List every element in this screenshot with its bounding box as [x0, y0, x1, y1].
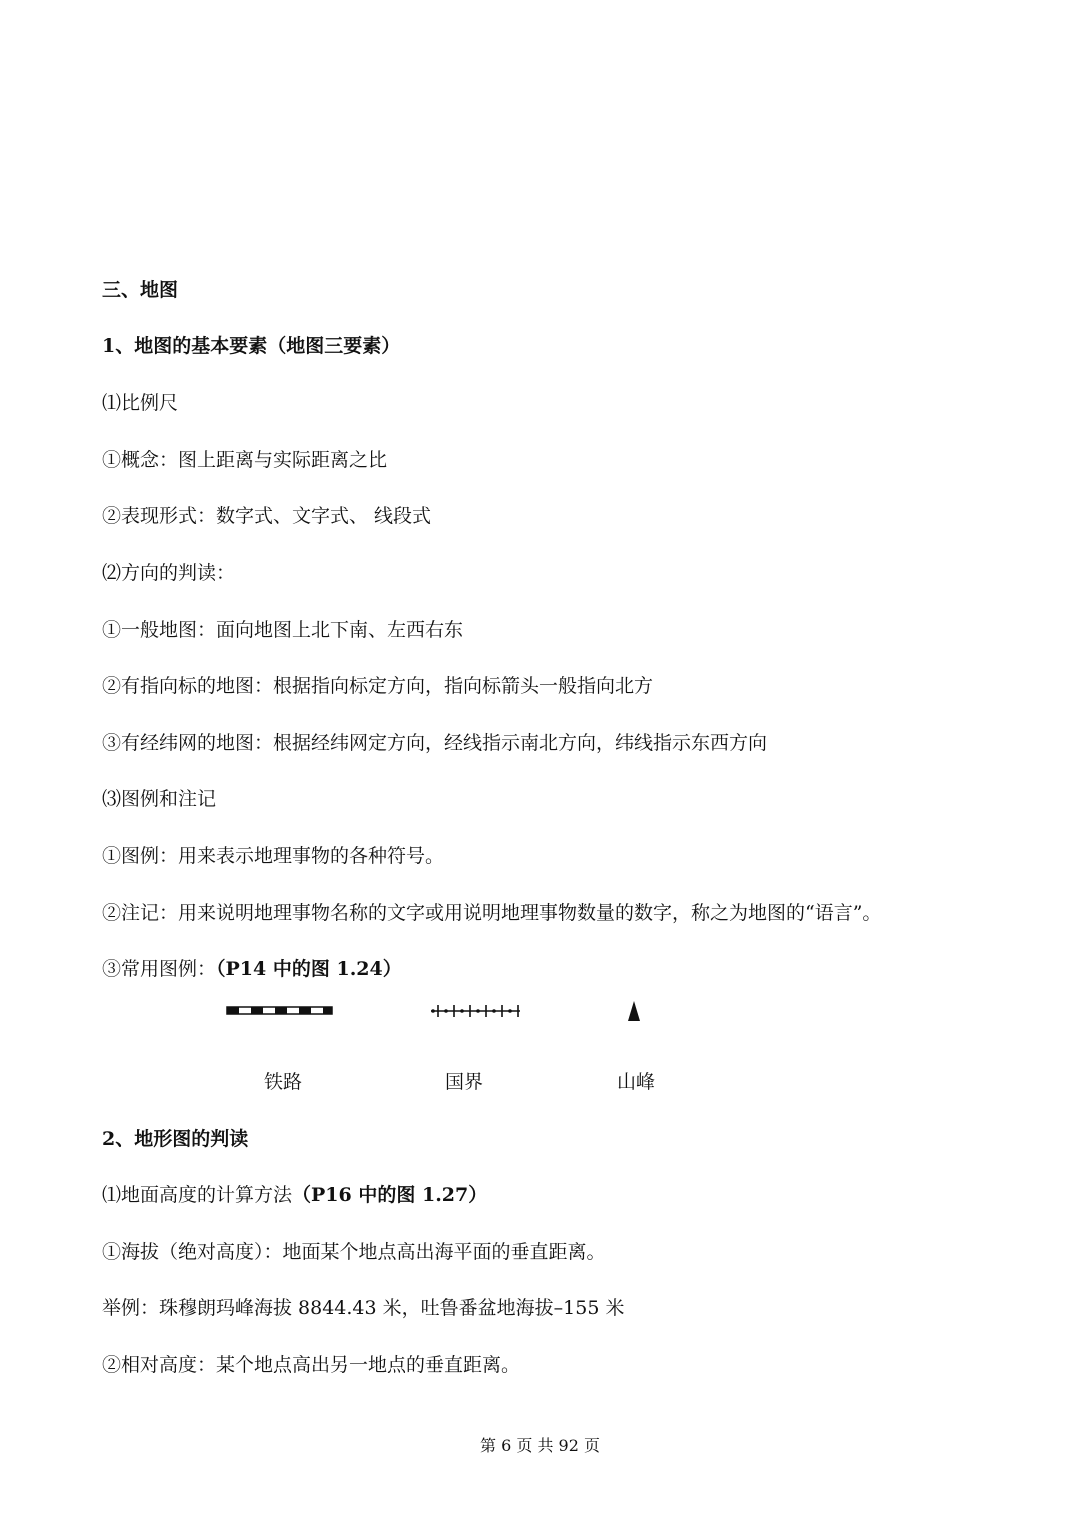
- direction-compass: ②有指向标的地图：根据指向标定方向，指向标箭头一般指向北方: [102, 675, 654, 697]
- legend-definition: ①图例：用来表示地理事物的各种符号。: [102, 845, 445, 867]
- altitude-definition: ①海拔（绝对高度）：地面某个地点高出海平面的垂直距离。: [102, 1241, 606, 1263]
- mountain-peak-label: 山峰: [617, 1071, 656, 1093]
- scale-concept: ①概念：图上距离与实际距离之比: [102, 449, 388, 471]
- legend-title: ⑶图例和注记: [102, 788, 217, 810]
- page-number: 第 6 页 共 92 页: [480, 1436, 600, 1455]
- topic2-heading: 2、地形图的判读: [102, 1128, 249, 1150]
- altitude-example: 举例：珠穆朗玛峰海拔 8844.43 米，吐鲁番盆地海拔–155 米: [102, 1297, 625, 1319]
- height-method-reference: （P16 中的图 1.27）: [292, 1184, 488, 1206]
- topic1-heading: 1、地图的基本要素（地图三要素）: [102, 335, 401, 357]
- relative-height-definition: ②相对高度：某个地点高出另一地点的垂直距离。: [102, 1354, 521, 1376]
- direction-general: ①一般地图：面向地图上北下南、左西右东: [102, 619, 464, 641]
- height-method-line: [102, 1183, 487, 1207]
- annotation-definition: ②注记：用来说明地理事物名称的文字或用说明地理事物数量的数字，称之为地图的“语言”。: [102, 902, 882, 924]
- railway-label: 铁路: [264, 1071, 303, 1093]
- common-legend-reference: （P14 中的图 1.24）: [216, 958, 402, 980]
- height-method-prefix: ⑴地面高度的计算方法: [102, 1184, 293, 1206]
- direction-grid: ③有经纬网的地图：根据经纬网定方向，经线指示南北方向，纬线指示东西方向: [102, 732, 768, 754]
- section-heading: 三、地图: [102, 279, 179, 301]
- common-legend-prefix: ③常用图例：: [102, 958, 217, 980]
- common-legend-line: [102, 957, 402, 981]
- direction-title: ⑵方向的判读：: [102, 562, 236, 584]
- railway-symbol-icon: [226, 1005, 334, 1017]
- scale-title: ⑴比例尺: [102, 392, 179, 414]
- mountain-peak-symbol-icon: [627, 1000, 641, 1022]
- scale-forms: ②表现形式：数字式、文字式、 线段式: [102, 505, 432, 527]
- national-border-symbol-icon: [430, 1003, 522, 1019]
- national-border-label: 国界: [445, 1071, 484, 1093]
